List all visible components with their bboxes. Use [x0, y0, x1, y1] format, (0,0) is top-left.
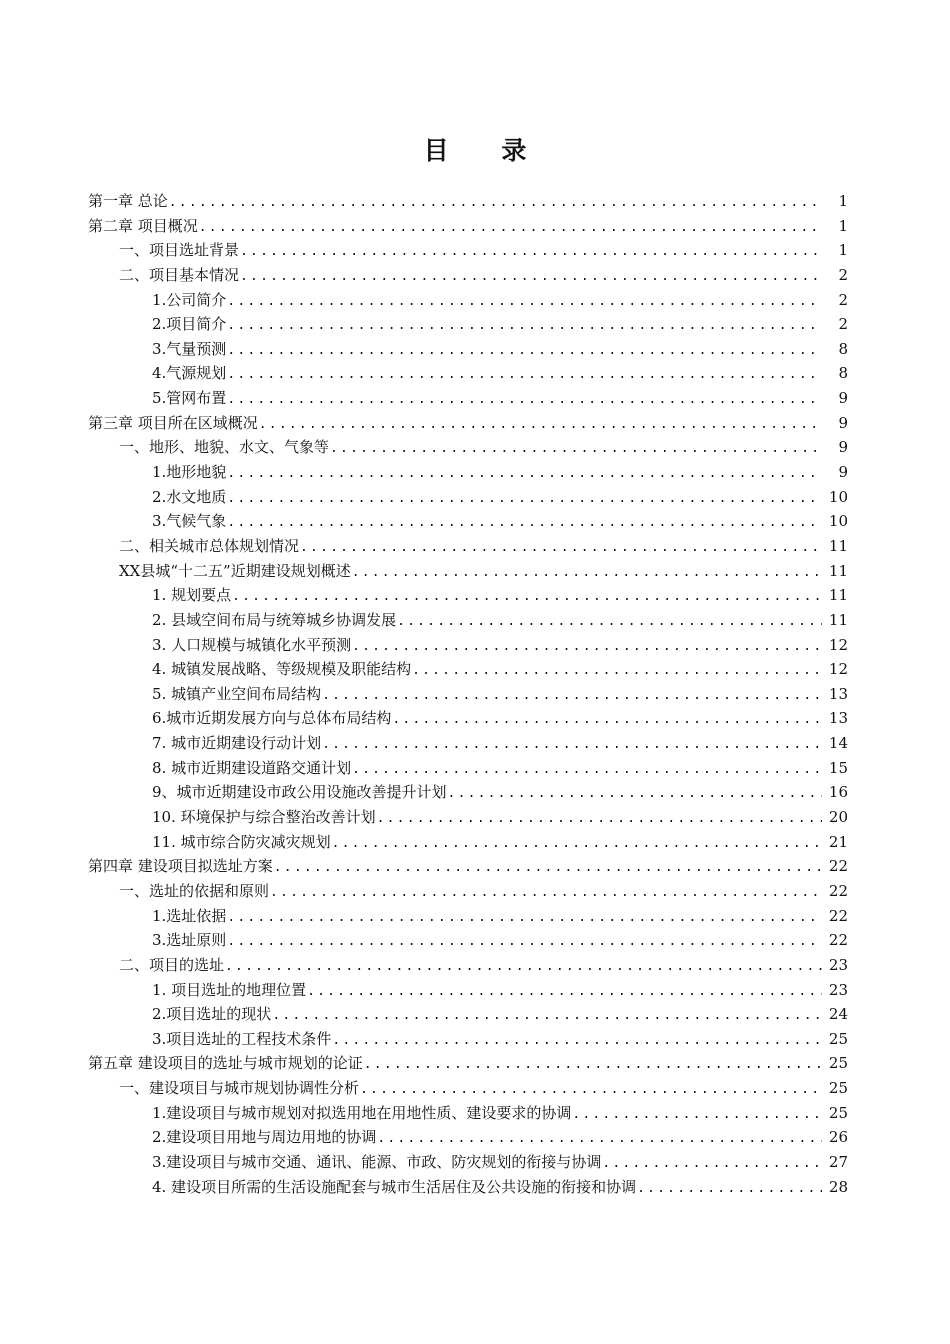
toc-entry[interactable]	[0, 559, 950, 584]
toc-dot-leader	[227, 314, 822, 339]
toc-entry-page-number: 25	[828, 1079, 848, 1098]
toc-entry[interactable]	[0, 682, 950, 707]
toc-dot-leader	[352, 635, 822, 660]
toc-entry-page-number: 22	[828, 881, 848, 900]
toc-entry-title: 二、相关城市总体规划情况	[119, 536, 300, 555]
toc-entry-page-number: 26	[828, 1128, 848, 1147]
toc-entry-title: 2.项目选址的现状	[152, 1005, 272, 1024]
toc-entry[interactable]	[0, 928, 950, 953]
toc-dot-leader	[637, 1177, 822, 1202]
toc-entry-title: 一、地形、地貌、水文、气象等	[119, 438, 330, 457]
toc-entry[interactable]	[0, 805, 950, 830]
toc-entry-page-number: 20	[828, 808, 848, 827]
toc-dot-leader	[332, 832, 822, 857]
toc-entry[interactable]	[0, 435, 950, 460]
toc-entry-page-number: 1	[838, 241, 848, 260]
toc-dot-leader	[377, 807, 822, 832]
toc-dot-leader	[412, 659, 822, 684]
toc-entry-title: 4.气源规划	[152, 364, 227, 383]
toc-entry-title: 1.地形地貌	[152, 463, 227, 482]
toc-dot-leader	[227, 930, 822, 955]
toc-entry[interactable]	[0, 460, 950, 485]
toc-entry-title: 2.建设项目用地与周边用地的协调	[152, 1128, 377, 1147]
toc-entry[interactable]	[0, 411, 950, 436]
toc-dot-leader	[169, 191, 822, 216]
toc-dot-leader	[332, 1029, 822, 1054]
toc-dot-leader	[240, 240, 822, 265]
toc-entry-page-number: 23	[828, 955, 848, 974]
toc-entry-title: 1. 项目选址的地理位置	[152, 980, 307, 999]
toc-dot-leader	[227, 290, 822, 315]
toc-entry-page-number: 2	[838, 265, 848, 284]
toc-entry-page-number: 25	[828, 1029, 848, 1048]
toc-dot-leader	[227, 363, 822, 388]
toc-entry-title: 第三章 项目所在区域概况	[88, 413, 258, 432]
toc-entry-title: 7. 城市近期建设行动计划	[152, 734, 322, 753]
toc-entry[interactable]	[0, 509, 950, 534]
toc-entry-title: 3.选址原则	[152, 931, 227, 950]
toc-entry[interactable]	[0, 1051, 950, 1076]
toc-dot-leader	[364, 1053, 822, 1078]
toc-entry[interactable]	[0, 361, 950, 386]
toc-entry[interactable]	[0, 756, 950, 781]
toc-dot-leader	[274, 856, 822, 881]
toc-entry-page-number: 12	[828, 635, 848, 654]
toc-dot-leader	[227, 487, 822, 512]
toc-entry[interactable]	[0, 706, 950, 731]
toc-entry-title: 第四章 建设项目拟选址方案	[88, 857, 273, 876]
toc-entry-title: 3.项目选址的工程技术条件	[152, 1029, 332, 1048]
toc-entry-title: 3.气候气象	[152, 512, 227, 531]
toc-entry-title: 3.建设项目与城市交通、通讯、能源、市政、防灾规划的衔接与协调	[152, 1152, 602, 1171]
toc-entry[interactable]	[0, 263, 950, 288]
toc-entry-title: 5. 城镇产业空间布局结构	[152, 684, 322, 703]
toc-entry-page-number: 8	[838, 339, 848, 358]
toc-entry[interactable]	[0, 731, 950, 756]
toc-entry-page-number: 22	[828, 931, 848, 950]
toc-entry-title: 1. 规划要点	[152, 586, 232, 605]
toc-entry-title: XX县城“十二五”近期建设规划概述	[119, 561, 351, 580]
toc-dot-leader	[307, 980, 822, 1005]
toc-dot-leader	[227, 906, 822, 931]
toc-entry[interactable]	[0, 312, 950, 337]
toc-dot-leader	[227, 511, 822, 536]
toc-entry[interactable]	[0, 386, 950, 411]
toc-entry-page-number: 2	[838, 315, 848, 334]
toc-entry-page-number: 9	[838, 413, 848, 432]
toc-entry-page-number: 9	[838, 389, 848, 408]
toc-entry-title: 2.项目简介	[152, 315, 227, 334]
toc-entry[interactable]	[0, 238, 950, 263]
toc-entry-page-number: 24	[828, 1005, 848, 1024]
toc-entry-title: 2.水文地质	[152, 487, 227, 506]
toc-entry-page-number: 9	[838, 463, 848, 482]
toc-entry-title: 1.选址依据	[152, 906, 227, 925]
toc-entry-page-number: 1	[838, 216, 848, 235]
toc-entry[interactable]	[0, 1027, 950, 1052]
toc-entry-page-number: 15	[828, 758, 848, 777]
toc-entry-page-number: 11	[828, 586, 848, 605]
toc-entry-page-number: 22	[828, 857, 848, 876]
toc-dot-leader	[240, 265, 822, 290]
toc-entry-title: 1.公司简介	[152, 290, 227, 309]
toc-entry[interactable]	[0, 288, 950, 313]
toc-dot-leader	[377, 1127, 822, 1152]
toc-entry-title: 9、城市近期建设市政公用设施改善提升计划	[152, 783, 447, 802]
toc-entry-title: 4. 建设项目所需的生活设施配套与城市生活居住及公共设施的衔接和协调	[152, 1177, 637, 1196]
toc-entry[interactable]	[0, 485, 950, 510]
toc-entry-page-number: 21	[828, 832, 848, 851]
toc-entry-title: 第五章 建设项目的选址与城市规划的论证	[88, 1054, 363, 1073]
toc-dot-leader	[199, 216, 822, 241]
toc-dot-leader	[227, 339, 822, 364]
toc-dot-leader	[322, 733, 822, 758]
toc-entry-title: 10. 环境保护与综合整治改善计划	[152, 808, 376, 827]
toc-entry-page-number: 22	[828, 906, 848, 925]
toc-entry[interactable]	[0, 780, 950, 805]
toc-entry[interactable]	[0, 830, 950, 855]
toc-entry-page-number: 9	[838, 438, 848, 457]
toc-entry-title: 5.管网布置	[152, 389, 227, 408]
toc-dot-leader	[448, 782, 822, 807]
toc-entry-page-number: 14	[828, 734, 848, 753]
toc-dot-leader	[270, 881, 822, 906]
toc-entry-page-number: 25	[828, 1054, 848, 1073]
toc-entry-page-number: 1	[838, 192, 848, 210]
toc-entry[interactable]	[0, 534, 950, 559]
toc-entry-page-number: 13	[828, 709, 848, 728]
toc-entry[interactable]	[0, 978, 950, 1003]
toc-entry[interactable]	[0, 854, 950, 879]
toc-entry-title: 一、建设项目与城市规划协调性分析	[119, 1079, 360, 1098]
toc-entry[interactable]	[0, 1002, 950, 1027]
toc-entry-title: 6.城市近期发展方向与总体布局结构	[152, 709, 392, 728]
toc-dot-leader	[572, 1103, 822, 1128]
toc-entry-page-number: 2	[838, 290, 848, 309]
toc-entry-page-number: 8	[838, 364, 848, 383]
toc-dot-leader	[300, 536, 822, 561]
toc-entry-title: 二、项目基本情况	[119, 265, 240, 284]
toc-entry-page-number: 13	[828, 684, 848, 703]
toc-dot-leader	[227, 388, 822, 413]
toc-entry[interactable]	[0, 1175, 950, 1200]
toc-dot-leader	[259, 413, 822, 438]
toc-entry[interactable]	[0, 189, 950, 214]
toc-entry-title: 11. 城市综合防灾减灾规划	[152, 832, 331, 851]
toc-dot-leader	[392, 708, 822, 733]
toc-dot-leader	[232, 585, 822, 610]
toc-dot-leader	[360, 1078, 822, 1103]
toc-entry[interactable]	[0, 1150, 950, 1175]
toc-entry-title: 4. 城镇发展战略、等级规模及职能结构	[152, 660, 412, 679]
toc-entry[interactable]	[0, 337, 950, 362]
toc-entry-title: 3. 人口规模与城镇化水平预测	[152, 635, 352, 654]
toc-entry-page-number: 28	[828, 1177, 848, 1196]
toc-dot-leader	[227, 462, 822, 487]
toc-entry-title: 第一章 总论	[88, 192, 168, 210]
toc-entry[interactable]	[0, 214, 950, 239]
toc-entry-title: 一、选址的依据和原则	[119, 881, 270, 900]
toc-entry[interactable]	[0, 879, 950, 904]
toc-entry[interactable]	[0, 1125, 950, 1150]
toc-dot-leader	[352, 561, 822, 586]
toc-entry[interactable]	[0, 1076, 950, 1101]
toc-entry[interactable]	[0, 608, 950, 633]
toc-dot-leader	[352, 758, 822, 783]
toc-dot-leader	[272, 1004, 822, 1029]
toc-dot-leader	[322, 684, 822, 709]
toc-entry-page-number: 16	[828, 783, 848, 802]
toc-entry-title: 3.气量预测	[152, 339, 227, 358]
toc-entry-title: 1.建设项目与城市规划对拟选用地在用地性质、建设要求的协调	[152, 1103, 572, 1122]
toc-dot-leader	[225, 955, 822, 980]
toc-entry[interactable]	[0, 953, 950, 978]
toc-dot-leader	[602, 1152, 822, 1177]
toc-entry-title: 二、项目的选址	[119, 955, 225, 974]
toc-entry-page-number: 11	[828, 536, 848, 555]
toc-entry-page-number: 10	[828, 512, 848, 531]
toc-dot-leader	[330, 437, 822, 462]
toc-entry[interactable]	[0, 1101, 950, 1126]
toc-entry-title: 2. 县域空间布局与统筹城乡协调发展	[152, 610, 397, 629]
toc-entry-page-number: 23	[828, 980, 848, 999]
toc-entry-title: 一、项目选址背景	[119, 241, 240, 260]
table-of-contents	[0, 189, 950, 1199]
toc-dot-leader	[397, 610, 822, 635]
toc-entry-title: 8. 城市近期建设道路交通计划	[152, 758, 352, 777]
toc-entry[interactable]	[0, 904, 950, 929]
toc-entry[interactable]	[0, 583, 950, 608]
toc-entry-page-number: 10	[828, 487, 848, 506]
toc-entry-page-number: 11	[828, 561, 848, 580]
toc-entry-page-number: 11	[828, 610, 848, 629]
toc-entry-page-number: 27	[828, 1152, 848, 1171]
toc-entry-page-number: 12	[828, 660, 848, 679]
toc-entry-title: 第二章 项目概况	[88, 216, 198, 235]
toc-entry[interactable]	[0, 657, 950, 682]
toc-entry-page-number: 25	[828, 1103, 848, 1122]
toc-entry[interactable]	[0, 633, 950, 658]
page-title: 目 录	[423, 136, 549, 165]
